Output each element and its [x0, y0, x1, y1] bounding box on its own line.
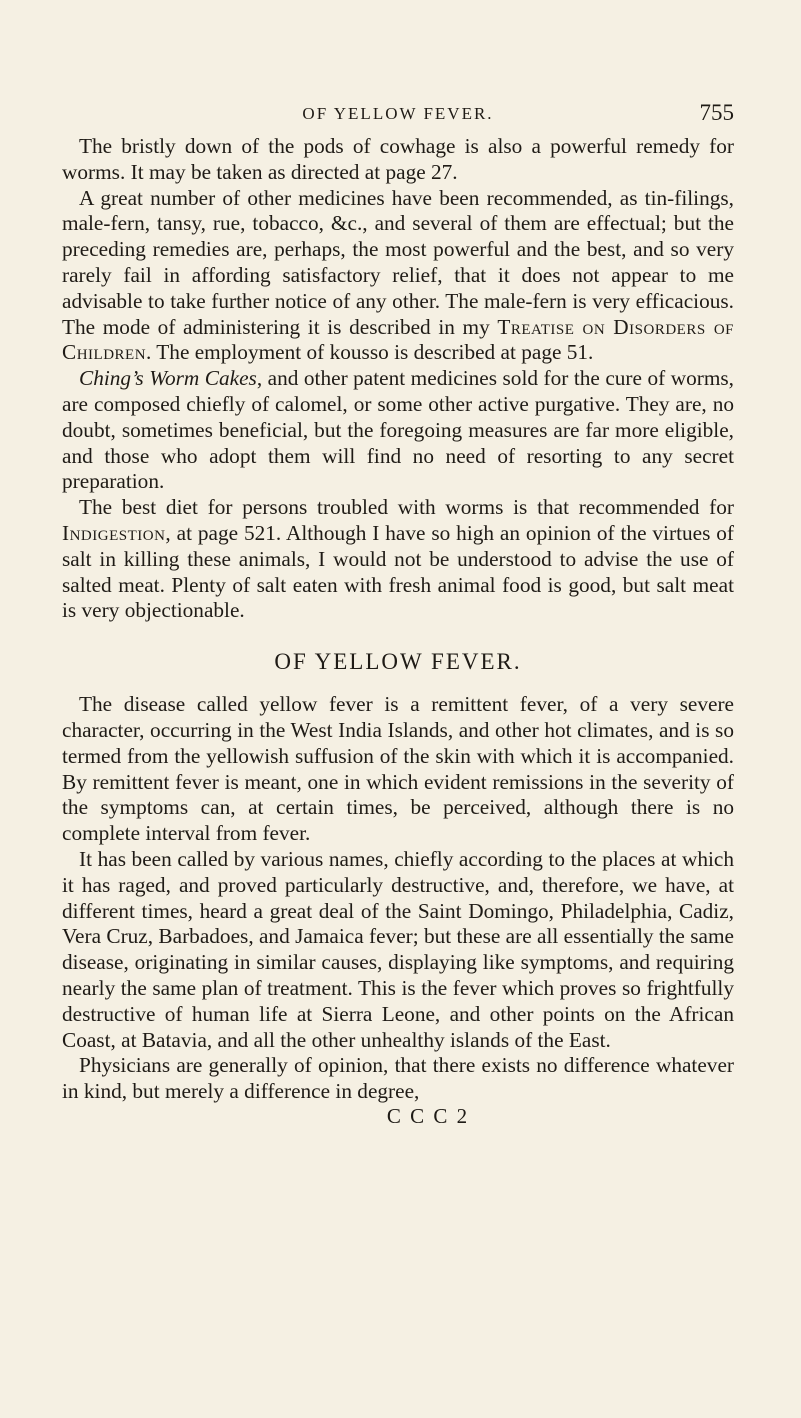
paragraph-text: , and other patent medicines sold for the cure of worms, are composed chiefly of calomel, or some other active purgative. They are, no doubt, sometimes beneficial, but the foregoing measures are far more eligible, and those who adopt them will find no need of resorting to any secret preparation.: [62, 366, 734, 494]
paragraph: It has been called by various names, chiefly according to the places at which it has raged, and proved particularly destructive, and, therefore, we have, at different times, heard a great deal of the Saint Domingo, Philadelphia, Cadiz, Vera Cruz, Barbadoes, and Jamaica fever; but these are all essentially the same disease, originating in similar causes, displaying like symptoms, and requiring nearly the same plan of treatment. This is the fever which proves so frightfully destructive of human life at Sierra Leone, and other points on the African Coast, at Batavia, and all the other unhealthy islands of the East.: [62, 846, 734, 1052]
paragraph: Physicians are generally of opinion, that there exists no difference whatever in kind, but merely a difference in degree,: [62, 1053, 734, 1104]
product-name: Ching’s Worm Cakes: [79, 366, 257, 391]
indigestion-reference: Indigestion: [62, 520, 166, 545]
paragraph-text: A great number of other medicines have been recommended, as tin-filings, male-fern, tansy, rue, tobacco, &c., and several of them are effectual; but the preceding remedies are, perhaps, the most powerful and the best, and so very rarely fail in affording satisfactory relief, that it does not appear to me advisable to take further notice of any other. The male-fern is very efficacious. The mode of administering it is described in my: [62, 185, 734, 339]
running-head: [62, 100, 734, 134]
page-number: 755: [699, 100, 734, 125]
book-page: [62, 100, 734, 1127]
paragraph: The disease called yellow fever is a remittent fever, of a very severe character, occurring in the West India Islands, and other hot climates, and is so termed from the yellowish suffusion of the skin with which it is accompanied. By remittent fever is meant, one in which evident remissions in the severity of the symptoms can, at certain times, be perceived, although there is no complete interval from fever.: [62, 692, 734, 846]
paragraph: [62, 366, 734, 495]
paragraph-text: , at page 521. Although I have so high an opinion of the virtues of salt in killing these animals, I would not be understood to advise the use of salted meat. Plenty of salt eaten with fresh animal food is good, but salt meat is very objectionable.: [62, 520, 734, 623]
treatise-reference: Treatise on Disorders of Children: [62, 314, 734, 365]
worms-section: [62, 134, 734, 624]
paragraph: [62, 186, 734, 367]
paragraph-text: The best diet for persons troubled with worms is that recommended for: [79, 495, 734, 520]
paragraph: [62, 495, 734, 624]
section-heading: OF YELLOW FEVER.: [274, 649, 522, 675]
paragraph: The bristly down of the pods of cowhage is also a powerful remedy for worms. It may be taken as directed at page 27.: [62, 134, 734, 184]
running-title: OF YELLOW FEVER.: [302, 104, 494, 123]
yellow-fever-section: [62, 692, 734, 1105]
paragraph-text: . The employment of kousso is described at page 51.: [146, 340, 594, 365]
signature-mark: C C C 2: [386, 1103, 470, 1128]
